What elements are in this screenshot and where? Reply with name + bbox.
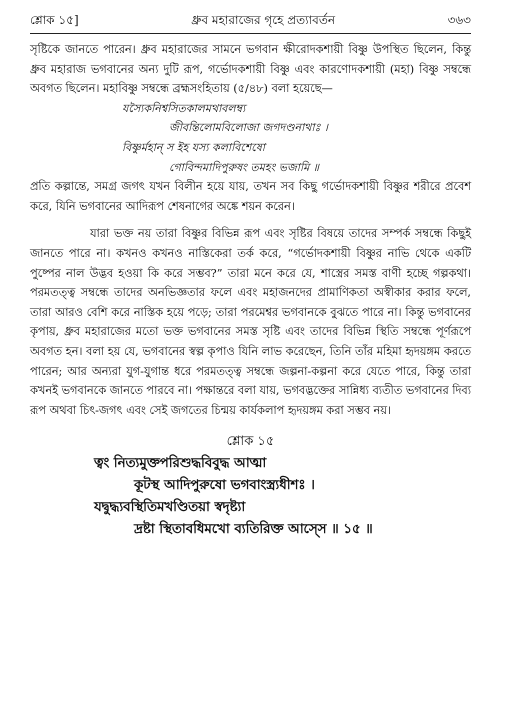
sloka-line: কূটস্থ আদিপুরুষো ভগবাংস্ত্র্যধীশঃ ।	[134, 478, 315, 494]
quote-line: বিষ্ণুর্মহান্ স ইহ যস্য কলাবিশেষো	[122, 140, 265, 154]
page-header	[30, 12, 471, 32]
sloka-line: দ্রষ্টা স্থিতাবধিমখো ব্যতিরিক্ত আস্সে ॥ ১৫ ॥	[134, 522, 373, 538]
page-body	[30, 40, 471, 541]
header-sloka-ref: শ্লোক ১৫]	[30, 13, 79, 27]
quote-line: যস্যৈকনিশ্বসিতকালমথাবলম্ব্য	[122, 101, 246, 115]
quote-line: জীবন্তিলোমবিলোজা জগদণ্ডনাথাঃ ।	[169, 121, 328, 135]
sloka-heading: শ্লোক ১৫	[226, 434, 275, 450]
sloka-verse	[30, 453, 471, 541]
paragraph-main: যারা ভক্ত নয় তারা বিষ্ণুর বিভিন্ন রূপ এবং সৃষ্টির বিষয়ে তাদের সম্পর্ক সম্বন্ধে কিছুই জানতে পারে না। কখনও কখনও নাস্তিকেরা তর্ক করে, “গর্ভোদকশায়ী বিষ্ণুর নাভি থেকে একটি পুষ্পের নাল উদ্ভব হওয়া কি করে সম্ভব?” তারা মনে করে যে, শাস্ত্রের সমস্ত বাণী হচ্ছে গল্পকথা। পরমতত্ত্ব সম্বন্ধে তাদের অনভিজ্ঞতার ফলে এবং মহাজনদের প্রামাণিকতা অস্বীকার করার ফলে, তারা আরও বেশি করে নাস্তিক হয়ে পড়ে; তারা পরমেশ্বর ভগবানকে বুঝতে পারে না। কিন্তু ভগবানের কৃপায়, ধ্রুব মহারাজের মতো ভক্ত ভগবানের সমস্ত সৃষ্টি এবং তাদের বিভিন্ন স্থিতি সম্বন্ধে পূর্ণরূপে অবগত হন। বলা হয় যে, ভগবানের স্বল্প কৃপাও যিনি লাভ করেছেন, তিনি তাঁর মহিমা হৃদয়ঙ্গম করতে পারেন; আর অন্যরা যুগ-যুগান্ত ধরে পরমতত্ত্ব সম্বন্ধে জল্পনা-কল্পনা করে যেতে পারে, কিন্তু তারা কখনই ভগবানকে জানতে পারবে না। পক্ষান্তরে বলা যায়, ভগবদ্ভক্তের সান্নিধ্য ব্যতীত ভগবানের দিব্য রূপ অথবা চিৎ-জগৎ এবং সেই জগতের চিন্ময় কার্যকলাপ হৃদয়ঙ্গম করা সম্ভব নয়।	[30, 227, 471, 417]
brahma-samhita-quote	[30, 99, 471, 177]
header-chapter-title: ধ্রুব মহারাজের গৃহে প্রত্যাবর্তন	[191, 13, 335, 27]
sloka-line: যদ্বুদ্ধ্যবস্থিতিমখণ্ডিতয়া স্বদৃষ্ট্যা	[94, 500, 246, 516]
page-number: ৩৬৩	[447, 13, 471, 27]
header-rule	[30, 33, 471, 34]
paragraph-intro: সৃষ্টিকে জানতে পারেন। ধ্রুব মহারাজের সামনে ভগবান ক্ষীরোদকশায়ী বিষ্ণু উপস্থিত ছিলেন, কিন্তু ধ্রুব মহারাজ ভগবানের অন্য দুটি রূপ, গর্ভোদকশায়ী বিষ্ণু এবং কারণোদকশায়ী (মহা) বিষ্ণু সম্বন্ধে অবগত ছিলেন। মহাবিষ্ণু সম্বন্ধে ব্রহ্মসংহিতায় (৫/৪৮) বলা হয়েছে—	[30, 43, 471, 96]
sloka-line: ত্বং নিত্যমুক্তপরিশুদ্ধবিবুদ্ধ আত্মা	[94, 456, 267, 472]
paragraph-explanation: প্রতি কল্পান্তে, সমগ্র জগৎ যখন বিলীন হয়ে যায়, তখন সব কিছু গর্ভোদকশায়ী বিষ্ণুর শরীরে প্রবেশ করে, যিনি ভগবানের আদিরূপ শেষনাগের অঙ্কে শয়ন করেন।	[30, 180, 471, 213]
quote-line: গোবিন্দমাদিপুরুষং তমহং ভজামি ॥	[169, 160, 319, 174]
